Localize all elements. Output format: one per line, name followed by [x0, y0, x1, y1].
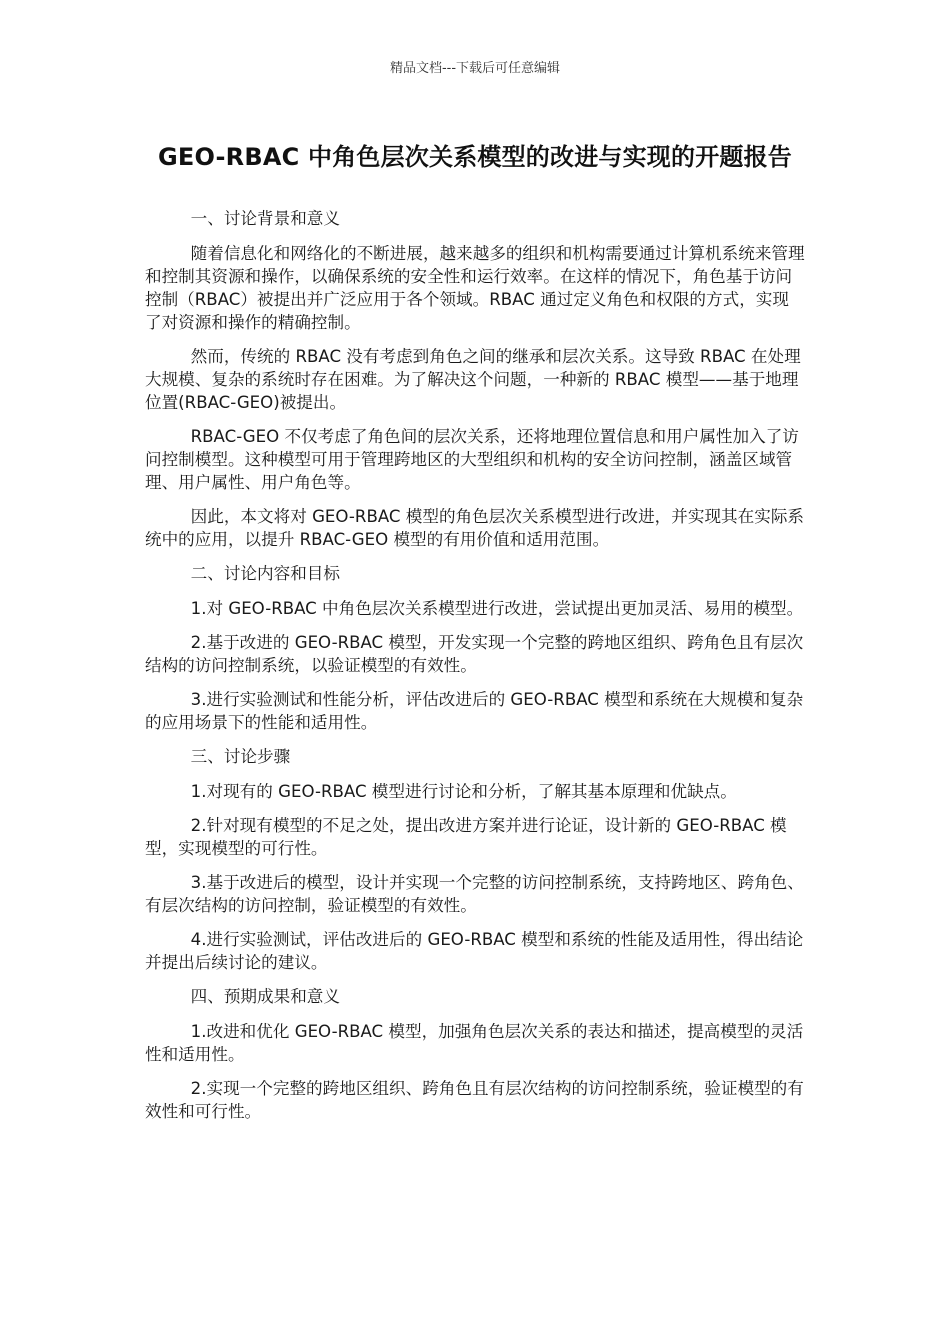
list-paragraph: 1.对 GEO-RBAC 中角色层次关系模型进行改进，尝试提出更加灵活、易用的模型。	[190, 599, 804, 618]
section-heading: 三、讨论步骤	[190, 747, 291, 766]
section-heading: 一、讨论背景和意义	[190, 209, 340, 228]
header-note: 精品文档---下载后可任意编辑	[389, 61, 561, 76]
list-paragraph: 4.进行实验测试，评估改进后的 GEO-RBAC 模型和系统的性能及适用性，得出结论并提出后续讨论的建议。	[145, 930, 804, 972]
list-paragraph: 3.基于改进后的模型，设计并实现一个完整的访问控制系统，支持跨地区、跨角色、有层次结构的访问控制，验证模型的有效性。	[145, 873, 804, 915]
section-heading: 二、讨论内容和目标	[190, 564, 340, 583]
document-body	[145, 207, 805, 1134]
document-title: GEO-RBAC 中角色层次关系模型的改进与实现的开题报告	[157, 143, 793, 171]
section-heading: 四、预期成果和意义	[190, 987, 340, 1006]
body-paragraph: RBAC-GEO 不仅考虑了角色间的层次关系，还将地理位置信息和用户属性加入了访问控制模型。这种模型可用于管理跨地区的大型组织和机构的安全访问控制，涵盖区域管理、用户属性、用户角色等。	[145, 427, 799, 492]
list-paragraph: 1.改进和优化 GEO-RBAC 模型，加强角色层次关系的表达和描述，提高模型的灵活性和适用性。	[145, 1022, 804, 1064]
list-paragraph: 3.进行实验测试和性能分析，评估改进后的 GEO-RBAC 模型和系统在大规模和复杂的应用场景下的性能和适用性。	[145, 690, 804, 732]
list-paragraph: 2.针对现有模型的不足之处，提出改进方案并进行论证，设计新的 GEO-RBAC 模型，实现模型的可行性。	[145, 816, 787, 858]
list-paragraph: 2.基于改进的 GEO-RBAC 模型，开发实现一个完整的跨地区组织、跨角色且有层次结构的访问控制系统，以验证模型的有效性。	[145, 633, 804, 675]
list-paragraph: 1.对现有的 GEO-RBAC 模型进行讨论和分析，了解其基本原理和优缺点。	[190, 782, 737, 801]
list-paragraph: 2.实现一个完整的跨地区组织、跨角色且有层次结构的访问控制系统，验证模型的有效性和可行性。	[145, 1079, 804, 1121]
body-paragraph: 因此，本文将对 GEO-RBAC 模型的角色层次关系模型进行改进，并实现其在实际系统中的应用，以提升 RBAC-GEO 模型的有用价值和适用范围。	[145, 507, 805, 549]
body-paragraph: 随着信息化和网络化的不断进展，越来越多的组织和机构需要通过计算机系统来管理和控制其资源和操作，以确保系统的安全性和运行效率。在这样的情况下，角色基于访问控制（RBAC）被提出并广泛应用于各个领域。RBAC 通过定义角色和权限的方式，实现了对资源和操作的精确控制。	[145, 244, 805, 332]
body-paragraph: 然而，传统的 RBAC 没有考虑到角色之间的继承和层次关系。这导致 RBAC 在处理大规模、复杂的系统时存在困难。为了解决这个问题，一种新的 RBAC 模型——基于地理位置(RBAC-GEO)被提出。	[145, 347, 801, 412]
